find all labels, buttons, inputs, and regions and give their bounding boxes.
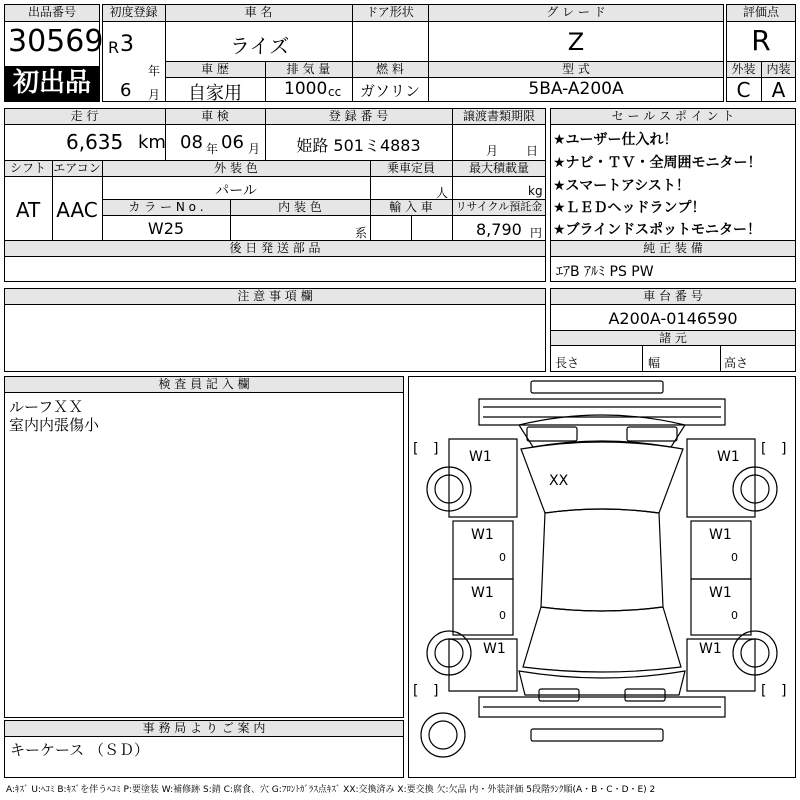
bracket-r1: ] bbox=[433, 441, 439, 457]
bracket-l1: [ bbox=[413, 441, 419, 457]
displacement-value: 1000 bbox=[284, 79, 328, 99]
sales-point-2: ★ナビ・ＴＶ・全周囲モニター！ bbox=[553, 155, 762, 171]
mileage-value: 6,635 bbox=[66, 130, 124, 154]
int-color-unit: 系 bbox=[355, 226, 368, 240]
sales-point-1: ★ユーザー仕入れ！ bbox=[553, 132, 678, 148]
model-value: 5BA-A200A bbox=[528, 79, 624, 99]
capacity-label: 乗車定員 bbox=[386, 161, 435, 175]
later-parts-label: 後 日 発 送 部 品 bbox=[229, 241, 321, 255]
displacement-unit: cc bbox=[328, 85, 342, 99]
damage-mark: W1 bbox=[483, 641, 506, 657]
car-name-label: 車 名 bbox=[244, 5, 273, 19]
recycle-unit: 円 bbox=[530, 226, 543, 240]
fuel-value: ガソリン bbox=[359, 82, 420, 100]
max-load-label: 最大積載量 bbox=[468, 161, 529, 175]
mileage-unit: km bbox=[138, 132, 166, 153]
chassis-label: 車 台 番 号 bbox=[643, 289, 703, 303]
inspection-label: 車 検 bbox=[201, 109, 229, 123]
recycle-label: リサイクル預託金 bbox=[455, 200, 543, 213]
fuel-label: 燃 料 bbox=[376, 62, 404, 76]
damage-mark: W1 bbox=[709, 527, 732, 543]
damage-mark: W1 bbox=[469, 449, 492, 465]
equipment-label: 純 正 装 備 bbox=[643, 241, 703, 255]
first-reg-label: 初度登録 bbox=[109, 5, 158, 19]
int-color-label: 内 装 色 bbox=[278, 200, 322, 214]
first-reg-year: 3 bbox=[120, 32, 134, 57]
score-value: R bbox=[751, 24, 771, 57]
small-mark: 0 bbox=[731, 551, 738, 564]
ext-color-label: 外 装 色 bbox=[214, 161, 258, 175]
sales-point-3: ★スマートアシスト！ bbox=[553, 178, 690, 194]
bracket-r3: ] bbox=[433, 683, 439, 699]
aircon-label: エアコン bbox=[53, 161, 101, 175]
history-label: 車 歴 bbox=[201, 62, 229, 76]
import-label: 輸 入 車 bbox=[389, 200, 433, 214]
chassis-value: A200A-0146590 bbox=[608, 309, 738, 328]
small-mark: 0 bbox=[731, 609, 738, 622]
displacement-label: 排 気 量 bbox=[286, 62, 331, 76]
small-mark: 0 bbox=[499, 609, 506, 622]
inspector-line-2: 室内内張傷小 bbox=[9, 416, 100, 434]
damage-mark: W1 bbox=[717, 449, 740, 465]
interior-score-label: 内装 bbox=[766, 62, 791, 76]
max-load-unit: kg bbox=[528, 184, 543, 198]
first-reg-month-unit: 月 bbox=[148, 88, 161, 102]
grade-label: グ レ ー ド bbox=[546, 5, 606, 19]
transfer-day-unit: 日 bbox=[526, 144, 539, 158]
inspector-line-1: ルーフＸＸ bbox=[9, 398, 84, 416]
shift-label: シフト bbox=[9, 161, 46, 175]
height-label: 高さ bbox=[724, 356, 749, 370]
inspection-year-unit: 年 bbox=[206, 142, 219, 156]
small-mark: 0 bbox=[499, 551, 506, 564]
first-reg-era: R bbox=[108, 38, 120, 57]
inspection-month: 06 bbox=[221, 132, 244, 153]
registration-value: 姫路 501ミ4883 bbox=[296, 136, 421, 155]
grade-value: Z bbox=[567, 28, 585, 56]
car-outline bbox=[409, 377, 795, 777]
bracket-l4: [ bbox=[761, 683, 767, 699]
inspection-year: 08 bbox=[180, 132, 203, 153]
width-label: 幅 bbox=[648, 356, 661, 370]
sales-point-4: ★ＬＥＤヘッドランプ！ bbox=[553, 200, 706, 216]
roof-mark: XX bbox=[549, 473, 569, 489]
damage-diagram bbox=[408, 376, 796, 778]
score-label: 評価点 bbox=[742, 5, 779, 19]
model-label: 型 式 bbox=[562, 62, 590, 76]
bracket-r4: ] bbox=[781, 683, 787, 699]
bracket-l3: [ bbox=[413, 683, 419, 699]
damage-mark: W1 bbox=[471, 527, 494, 543]
capacity-unit: 人 bbox=[436, 186, 449, 200]
bracket-l2: [ bbox=[761, 441, 767, 457]
door-label: ドア形状 bbox=[366, 5, 414, 19]
inspector-label: 検 査 員 記 入 欄 bbox=[158, 377, 250, 391]
legend: A:ｷｽﾞ U:ﾍｺﾐ B:ｷｽﾞを伴うﾍｺﾐ P:要塗装 W:補修跡 S:錆 C:腐食、穴 G:ﾌﾛﾝﾄｶﾞﾗｽ点ｷｽﾞ XX:交換済み X:要交換 欠:欠品 内・外装評価 5段階ﾗﾝｸ順(A・B・C・D・E) 2 bbox=[6, 785, 656, 795]
registration-label: 登 録 番 号 bbox=[328, 109, 389, 123]
first-reg-month: 6 bbox=[120, 80, 132, 101]
inspection-month-unit: 月 bbox=[248, 142, 261, 156]
ext-color-value: パール bbox=[215, 183, 257, 199]
first-listing-badge: 初出品 bbox=[5, 66, 99, 101]
exterior-score: C bbox=[736, 78, 751, 102]
length-label: 長さ bbox=[555, 356, 580, 370]
transfer-deadline-label: 譲渡書類期限 bbox=[462, 109, 535, 123]
dimensions-label: 諸 元 bbox=[659, 331, 687, 345]
notes-label: 注 意 事 項 欄 bbox=[237, 289, 313, 303]
aircon-value: AAC bbox=[56, 198, 98, 222]
interior-score: A bbox=[771, 78, 786, 102]
lot-label: 出品番号 bbox=[27, 5, 76, 19]
exterior-score-label: 外装 bbox=[731, 62, 756, 76]
office-value: キーケース （ＳＤ） bbox=[10, 741, 150, 759]
car-name-value: ライズ bbox=[230, 34, 290, 58]
bracket-r2: ] bbox=[781, 441, 787, 457]
damage-mark: W1 bbox=[471, 585, 494, 601]
recycle-value: 8,790 bbox=[476, 220, 522, 239]
color-no-value: W25 bbox=[147, 219, 185, 238]
office-label: 事 務 局 よ り ご 案 内 bbox=[142, 721, 266, 735]
transfer-month-unit: 月 bbox=[486, 144, 499, 158]
history-value: 自家用 bbox=[188, 83, 242, 104]
damage-mark: W1 bbox=[709, 585, 732, 601]
sales-points-label: セ ー ル ス ポ イ ン ト bbox=[611, 109, 735, 123]
lot-number: 30569 bbox=[8, 24, 104, 59]
mileage-label: 走 行 bbox=[70, 109, 99, 123]
equipment-value: ｴｱB ｱﾙﾐ PS PW bbox=[556, 264, 654, 280]
sales-point-5: ★ブラインドスポットモニター！ bbox=[553, 222, 761, 238]
color-no-label: カ ラ ー N o . bbox=[128, 200, 204, 214]
first-reg-year-unit: 年 bbox=[148, 64, 161, 78]
shift-value: AT bbox=[15, 198, 41, 222]
damage-mark: W1 bbox=[699, 641, 722, 657]
